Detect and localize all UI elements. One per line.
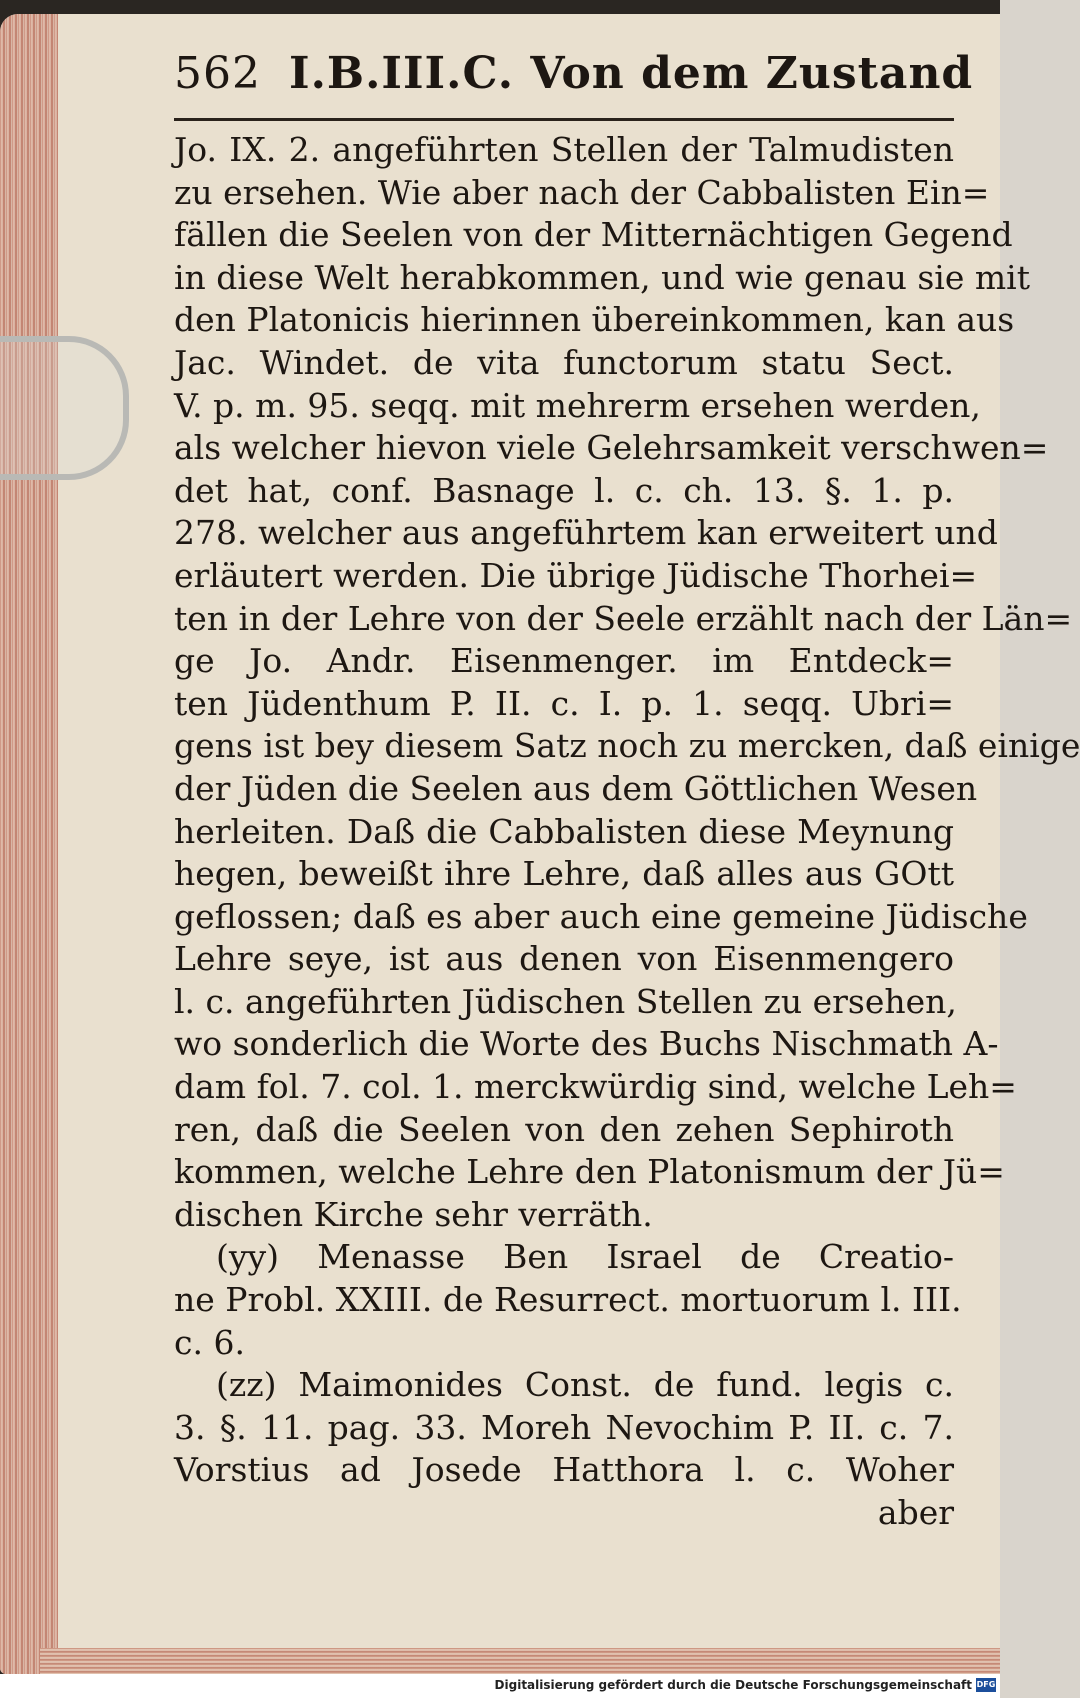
footnote-line: Vorstius ad Josede Hatthora l. c. Woher (174, 1450, 954, 1490)
text-line: der Jüden die Seelen aus dem Göttlichen Wesen (174, 768, 978, 808)
footnote-line: c. 6. (174, 1322, 245, 1362)
footnote-yy (174, 1236, 962, 1364)
footnote-line: (zz) Maimonides Const. de fund. legis c. (216, 1365, 954, 1405)
text-line: ten in der Lehre von der Seele erzählt nach der Län= (174, 598, 1073, 638)
text-line: zu ersehen. Wie aber nach der Cabbalisten Ein= (174, 172, 990, 212)
text-line: dischen Kirche sehr verräth. (174, 1194, 653, 1234)
text-line: ren, daß die Seelen von den zehen Sephiroth (174, 1109, 954, 1149)
text-line: geflossen; daß es aber auch eine gemeine Jüdische (174, 896, 1028, 936)
dfg-logo: DFG (976, 1678, 996, 1692)
text-line: 278. welcher aus angeführtem kan erweitert und (174, 513, 998, 553)
digitization-footer (0, 1674, 1000, 1698)
text-line: gens ist bey diesem Satz noch zu mercken, daß einige (174, 726, 1080, 766)
text-line: Jo. IX. 2. angeführten Stellen der Talmudisten (174, 130, 954, 169)
text-line: ten Jüdenthum P. II. c. I. p. 1. seqq. Ubri= (174, 683, 954, 723)
text-line: l. c. angeführten Jüdischen Stellen zu ersehen, (174, 981, 957, 1021)
text-line: in diese Welt herabkommen, und wie genau sie mit (174, 257, 1030, 297)
footnote-line: ne Probl. XXIII. de Resurrect. mortuorum l. III. (174, 1280, 962, 1320)
text-line: fällen die Seelen von der Mitternächtigen Gegend (174, 215, 1013, 255)
page-edges (0, 14, 58, 1674)
main-text (174, 129, 1080, 1236)
text-line: den Platonicis hierinnen übereinkommen, kan aus (174, 300, 1015, 340)
text-line: erläutert werden. Die übrige Jüdische Thorhei= (174, 555, 978, 595)
running-title: I.B.III.C. Von dem Zustand (288, 48, 974, 99)
bottom-page-edge (40, 1648, 1000, 1674)
footnote-zz (174, 1364, 954, 1492)
text-line: det hat, conf. Basnage l. c. ch. 13. §. 1. p. (174, 470, 954, 510)
footer-credit: Digitalisierung gefördert durch die Deutsche Forschungsgemeinschaft (494, 1678, 972, 1692)
text-line: herleiten. Daß die Cabbalisten diese Meynung (174, 811, 954, 851)
page-content (174, 48, 1080, 1535)
text-line: dam fol. 7. col. 1. merckwürdig sind, welche Leh= (174, 1067, 1017, 1107)
page-number: 562 (174, 48, 261, 99)
text-line: hegen, beweißt ihre Lehre, daß alles aus GOtt (174, 854, 954, 894)
running-header (174, 48, 974, 121)
text-line: Jac. Windet. de vita functorum statu Sect. (174, 342, 954, 382)
text-line: als welcher hievon viele Gelehrsamkeit verschwen= (174, 428, 1049, 468)
footnote-line: (yy) Menasse Ben Israel de Creatio- (216, 1237, 954, 1277)
page-clip (0, 336, 129, 480)
footnote-line: 3. §. 11. pag. 33. Moreh Nevochim P. II. c. 7. (174, 1407, 954, 1447)
text-line: wo sonderlich die Worte des Buchs Nischmath A- (174, 1024, 999, 1064)
text-line: V. p. m. 95. seqq. mit mehrerm ersehen werden, (174, 385, 981, 425)
text-line: Lehre seye, ist aus denen von Eisenmengero (174, 939, 954, 979)
catchword: aber (877, 1493, 954, 1532)
text-line: kommen, welche Lehre den Platonismum der Jü= (174, 1152, 1005, 1192)
text-line: ge Jo. Andr. Eisenmenger. im Entdeck= (174, 641, 954, 681)
